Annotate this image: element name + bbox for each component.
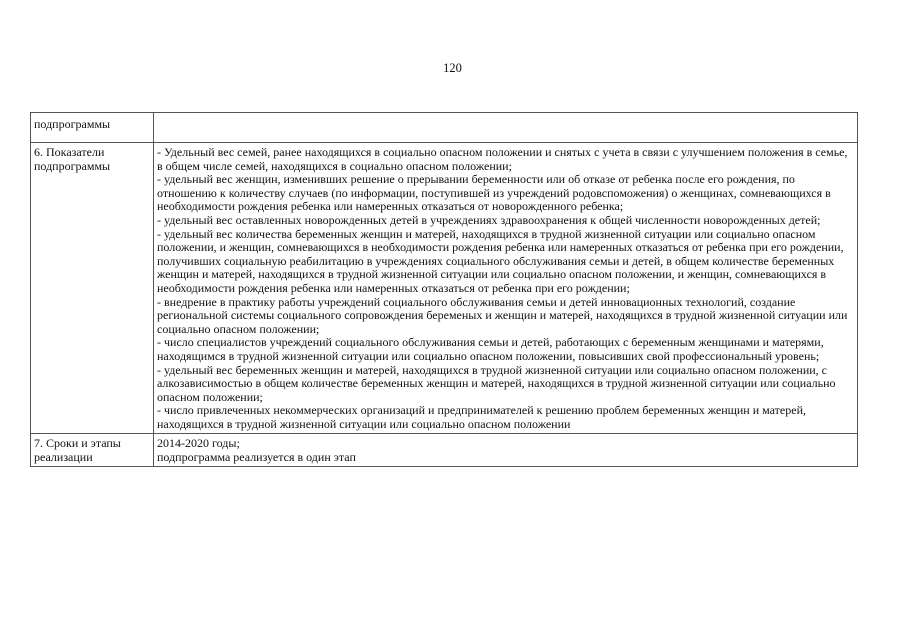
page-number: 120 bbox=[443, 61, 462, 75]
indicator-item: - удельный вес женщин, изменивших решение о прерывании беременности или об отказе от ребенка после его рождения, по отношению к количеству случаев (по информации, поступившей из учреждений родовспоможения) о женщинах, сомневающихся в необходимости рождения ребенка или намеренных отказаться от новорожденного ребенка; bbox=[157, 172, 831, 214]
terms-line: 2014-2020 годы; bbox=[157, 436, 240, 451]
indicator-item: - удельный вес беременных женщин и матерей, находящихся в трудной жизненной ситуации или социально опасном положении, с алкозависимостью в общем количестве беременных женщин и матерей, находящихся в трудной жизненной ситуации или социально опасном положении; bbox=[157, 362, 836, 404]
row-content-subprogram bbox=[154, 113, 858, 143]
table-row-subprogram bbox=[31, 113, 858, 143]
row-label-indicators: 6. Показатели подпрограммы bbox=[31, 143, 154, 434]
row-content-indicators bbox=[154, 143, 858, 434]
row-content-terms bbox=[154, 434, 858, 466]
indicator-item: - удельный вес оставленных новорожденных детей в учреждениях здравоохранения к общей численности новорожденных детей; bbox=[157, 212, 821, 227]
terms-line: подпрограмма реализуется в один этап bbox=[157, 450, 356, 465]
indicator-item: - внедрение в практику работы учреждений социального обслуживания семьи и детей инновационных технологий, создание региональной системы социального сопровождения беременых и женщин и матерей, находящихся в трудной жизненной ситуации или социально опасном положении; bbox=[157, 294, 848, 336]
subprogram-passport-table bbox=[30, 112, 858, 467]
indicator-item: - число привлеченных некоммерческих организаций и предпринимателей к решению проблем беременных женщин и матерей, находящихся в трудной жизненной ситуации или социально опасном положении bbox=[157, 403, 806, 431]
indicator-item: - удельный вес количества беременных женщин и матерей, находящихся в трудной жизненной ситуации или социально опасном положении, и женщин, сомневающихся в необходимости рождения ребенка или намеренных отказаться от ребенка при его рождении, получивших социальную реабилитацию в учреждениях социального обслуживания семьи и детей, в общем количестве беременных женщин и матерей, находящихся в трудной жизненной ситуации или социально опасном положении, и женщин, сомневающихся в необходимости рождения ребенка или намеренных отказаться от ребенка при его рождении; bbox=[157, 226, 844, 295]
table-row-indicators bbox=[31, 143, 858, 434]
indicator-item: - Удельный вес семей, ранее находящихся в социально опасном положении и снятых с учета в связи с улучшением положения в семье, в общем числе семей, находящихся в социально опасном положении; bbox=[157, 145, 848, 173]
indicator-item: - число специалистов учреждений социального обслуживания семьи и детей, работающих с беременным женщинами и матерями, находящимся в трудной жизненной ситуации или социально опасном положении, повысивших свой профессиональный уровень; bbox=[157, 335, 824, 363]
row-label-terms: 7. Сроки и этапы реализации bbox=[31, 434, 154, 466]
table-row-terms bbox=[31, 434, 858, 466]
row-label-subprogram: подпрограммы bbox=[31, 113, 154, 143]
